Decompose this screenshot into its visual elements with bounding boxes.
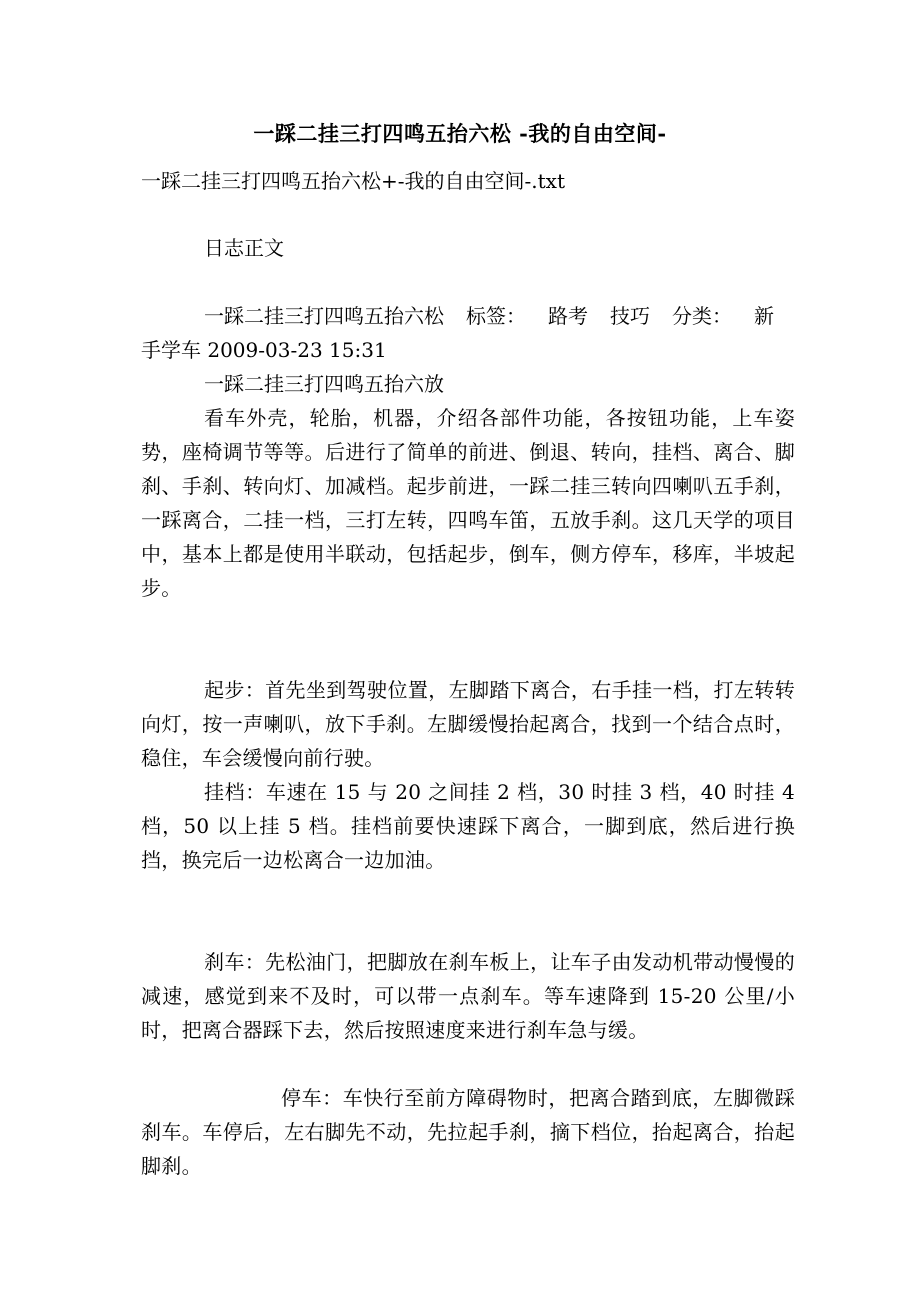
paragraph-start: 起步：首先坐到驾驶位置，左脚踏下离合，右手挂一档，打左转转向灯，按一声喇叭，放下手刹。左脚缓慢抬起离合，找到一个结合点时，稳住，车会缓慢向前行驶。 (141, 678, 795, 770)
post-title: 一踩二挂三打四鸣五抬六松 (204, 304, 444, 328)
section-label: 日志正文 (204, 236, 284, 260)
document-filename: 一踩二挂三打四鸣五抬六松+-我的自由空间-.txt (141, 169, 565, 193)
paragraph-brake: 刹车：先松油门，把脚放在刹车板上，让车子由发动机带动慢慢的减速，感觉到来不及时，可以带一点刹车。等车速降到 15-20 公里/小时，把离合器踩下去，然后按照速度来进行刹车急与缓。 (141, 950, 795, 1042)
tags-label: 标签： (466, 304, 526, 328)
category-value: 新手学车 (141, 304, 774, 362)
post-datetime: 2009-03-23 15:31 (207, 338, 387, 362)
post-header (141, 299, 791, 367)
tag-item: 技巧 (610, 304, 650, 328)
category-label: 分类： (672, 304, 732, 328)
tag-item: 路考 (548, 304, 588, 328)
paragraph-stop: 停车：车快行至前方障碍物时，把离合踏到底，左脚微踩刹车。车停后，左右脚先不动，先拉起手刹，摘下档位，抬起离合，抬起脚刹。 (141, 1086, 795, 1178)
post-subtitle: 一踩二挂三打四鸣五抬六放 (204, 372, 444, 396)
paragraph-intro: 看车外壳，轮胎，机器，介绍各部件功能，各按钮功能，上车姿势，座椅调节等等。后进行了简单的前进、倒退、转向，挂档、离合、脚刹、手刹、转向灯、加减档。起步前进，一踩二挂三转向四喇叭五手刹，一踩离合，二挂一档，三打左转，四鸣车笛，五放手刹。这几天学的项目中，基本上都是使用半联动，包括起步，倒车，侧方停车，移库，半坡起步。 (141, 406, 795, 600)
document-title: 一踩二挂三打四鸣五抬六松 -我的自由空间- (253, 121, 667, 146)
paragraph-gear: 挂档：车速在 15 与 20 之间挂 2 档，30 时挂 3 档，40 时挂 4 档，50 以上挂 5 档。挂档前要快速踩下离合，一脚到底，然后进行换挡，换完后一边松离合一边加油。 (141, 780, 795, 872)
